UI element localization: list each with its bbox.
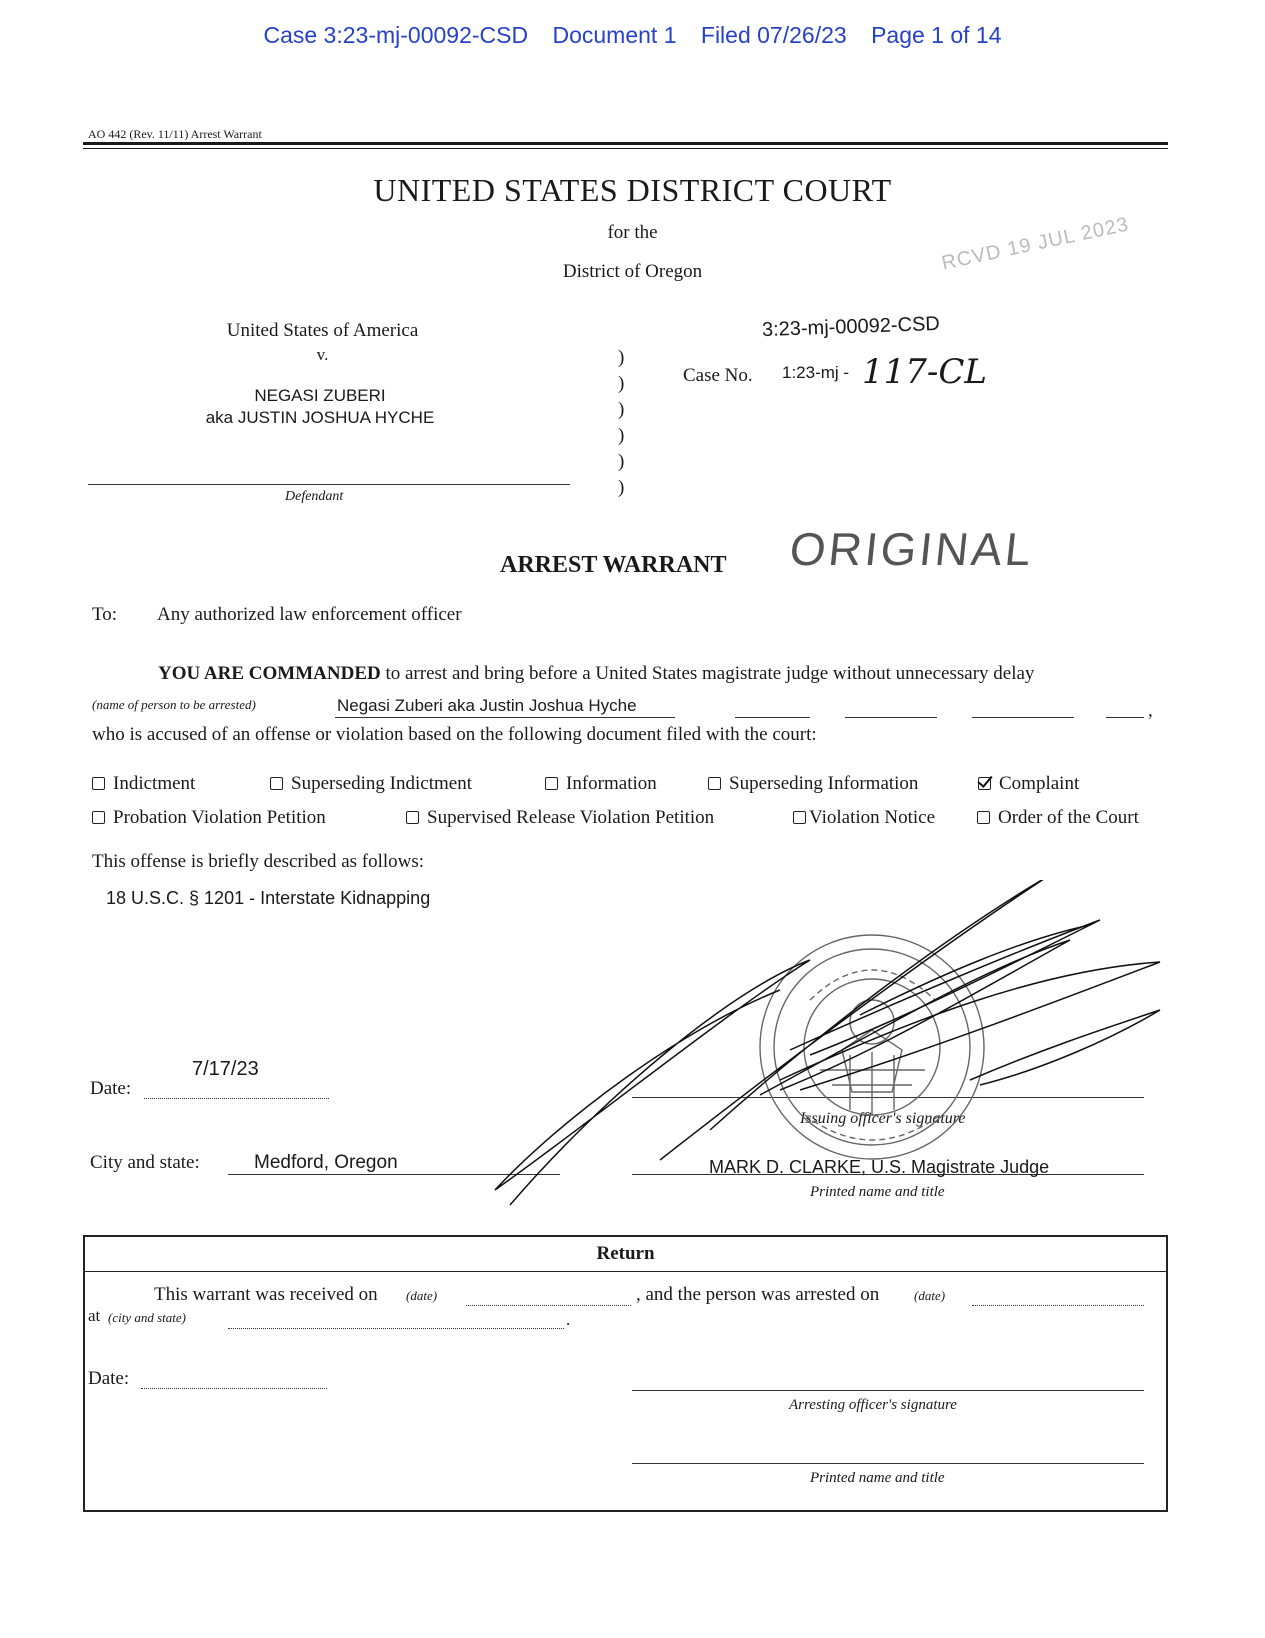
received-date-hint: (date) xyxy=(406,1288,438,1303)
city-hint: (city and state) xyxy=(108,1310,186,1325)
checkbox-information[interactable]: Information xyxy=(545,773,657,795)
date-value: 7/17/23 xyxy=(192,1058,259,1080)
arrested-date-hint: (date) xyxy=(914,1288,946,1303)
caption-parens: ) ) ) ) ) ) xyxy=(618,347,625,498)
officer-sig-line xyxy=(632,1390,1144,1391)
checkbox-supervised-release[interactable]: Supervised Release Violation Petition xyxy=(406,807,714,829)
name-line-1 xyxy=(335,717,675,718)
checkbox-violation-notice[interactable]: Violation Notice xyxy=(793,807,935,829)
ecf-header xyxy=(0,22,1265,49)
top-rule-thick xyxy=(83,142,1168,145)
offense-value: 18 U.S.C. § 1201 - Interstate Kidnapping xyxy=(106,888,431,908)
form-id: AO 442 (Rev. 11/11) Arrest Warrant xyxy=(88,127,262,141)
checkbox-superseding-indictment[interactable]: Superseding Indictment xyxy=(270,773,472,795)
top-rule-thin xyxy=(83,148,1168,149)
checkbox-box[interactable] xyxy=(793,811,806,824)
checkbox-box[interactable] xyxy=(270,777,283,790)
court-title: UNITED STATES DISTRICT COURT xyxy=(373,172,892,208)
command-bold: YOU ARE COMMANDED xyxy=(158,663,381,684)
date-line xyxy=(144,1098,329,1099)
name-line-5 xyxy=(1106,717,1144,718)
return-date-label: Date: xyxy=(88,1368,130,1389)
header-page: Page 1 of 14 xyxy=(871,22,1002,48)
new-case-no: 3:23-mj-00092-CSD xyxy=(761,312,941,342)
for-the: for the xyxy=(607,222,658,243)
defendant-aka: aka JUSTIN JOSHUA HYCHE xyxy=(205,408,435,427)
command-text: to arrest and bring before a United States magistrate judge without unnecessary delay xyxy=(385,663,1035,684)
signature-icon xyxy=(495,880,1160,1205)
case-no-label: Case No. xyxy=(683,365,753,386)
defendant-line xyxy=(88,484,570,485)
checkbox-box[interactable] xyxy=(545,777,558,790)
printed-name-label: Printed name and title xyxy=(810,1184,945,1200)
city-value: Medford, Oregon xyxy=(254,1152,398,1173)
received-text: This warrant was received on xyxy=(154,1284,378,1305)
issuing-label: Issuing officer's signature xyxy=(800,1110,966,1127)
district: District of Oregon xyxy=(562,261,703,282)
checkbox-box-checked[interactable] xyxy=(978,777,991,790)
name-value: Negasi Zuberi aka Justin Joshua Hyche xyxy=(337,696,637,715)
checkbox-complaint[interactable]: Complaint xyxy=(978,773,1079,795)
header-filed: Filed 07/26/23 xyxy=(700,22,847,48)
name-line-3 xyxy=(845,717,937,718)
judge-name: MARK D. CLARKE, U.S. Magistrate Judge xyxy=(709,1157,1050,1177)
header-case: Case 3:23-mj-00092-CSD xyxy=(263,22,529,48)
arrested-date-line xyxy=(972,1305,1144,1306)
checkbox-order-of-court[interactable]: Order of the Court xyxy=(977,807,1139,829)
accused-text: who is accused of an offense or violation based on the following document filed with the court: xyxy=(92,724,817,745)
offense-label: This offense is briefly described as follows: xyxy=(92,851,425,872)
defendant-name: NEGASI ZUBERI xyxy=(254,386,386,405)
officer-sig-label: Arresting officer's signature xyxy=(789,1397,957,1413)
arrested-text: , and the person was arrested on xyxy=(636,1284,880,1305)
case-no-handwritten: 117-CL xyxy=(862,352,987,392)
date-label: Date: xyxy=(90,1078,132,1099)
name-line-4 xyxy=(972,717,1074,718)
header-document: Document 1 xyxy=(552,22,677,48)
checkbox-indictment[interactable]: Indictment xyxy=(92,773,195,795)
checkbox-box[interactable] xyxy=(406,811,419,824)
signature-and-seal xyxy=(480,880,1180,1220)
name-line-2 xyxy=(735,717,810,718)
return-date-line xyxy=(141,1388,327,1389)
return-title: Return xyxy=(85,1237,1166,1272)
checkbox-superseding-information[interactable]: Superseding Information xyxy=(708,773,918,795)
warrant-title: ARREST WARRANT xyxy=(500,552,727,578)
at-label: at xyxy=(88,1306,101,1325)
checkbox-probation-violation[interactable]: Probation Violation Petition xyxy=(92,807,326,829)
defendant-label: Defendant xyxy=(285,489,344,504)
plaintiff: United States of America xyxy=(226,320,419,341)
case-no-value: 1:23-mj - xyxy=(782,363,850,382)
name-comma: , xyxy=(1148,700,1153,721)
checkbox-box[interactable] xyxy=(708,777,721,790)
checkbox-box[interactable] xyxy=(92,777,105,790)
return-city-period: . xyxy=(566,1310,571,1329)
command-line xyxy=(158,663,1034,685)
return-city-line xyxy=(228,1328,564,1329)
court-seal-icon xyxy=(760,935,984,1159)
return-box xyxy=(83,1235,1168,1512)
checkbox-box[interactable] xyxy=(977,811,990,824)
to-value: Any authorized law enforcement officer xyxy=(157,604,462,625)
received-stamp: RCVD 19 JUL 2023 xyxy=(939,213,1132,275)
name-label: (name of person to be arrested) xyxy=(92,697,256,712)
checkbox-box[interactable] xyxy=(92,811,105,824)
versus: v. xyxy=(316,345,329,364)
officer-printed-label: Printed name and title xyxy=(810,1470,945,1486)
original-stamp: ORIGINAL xyxy=(787,523,1037,575)
to-label: To: xyxy=(92,604,118,625)
received-date-line xyxy=(466,1305,631,1306)
city-label: City and state: xyxy=(90,1152,200,1173)
officer-name-line xyxy=(632,1463,1144,1464)
